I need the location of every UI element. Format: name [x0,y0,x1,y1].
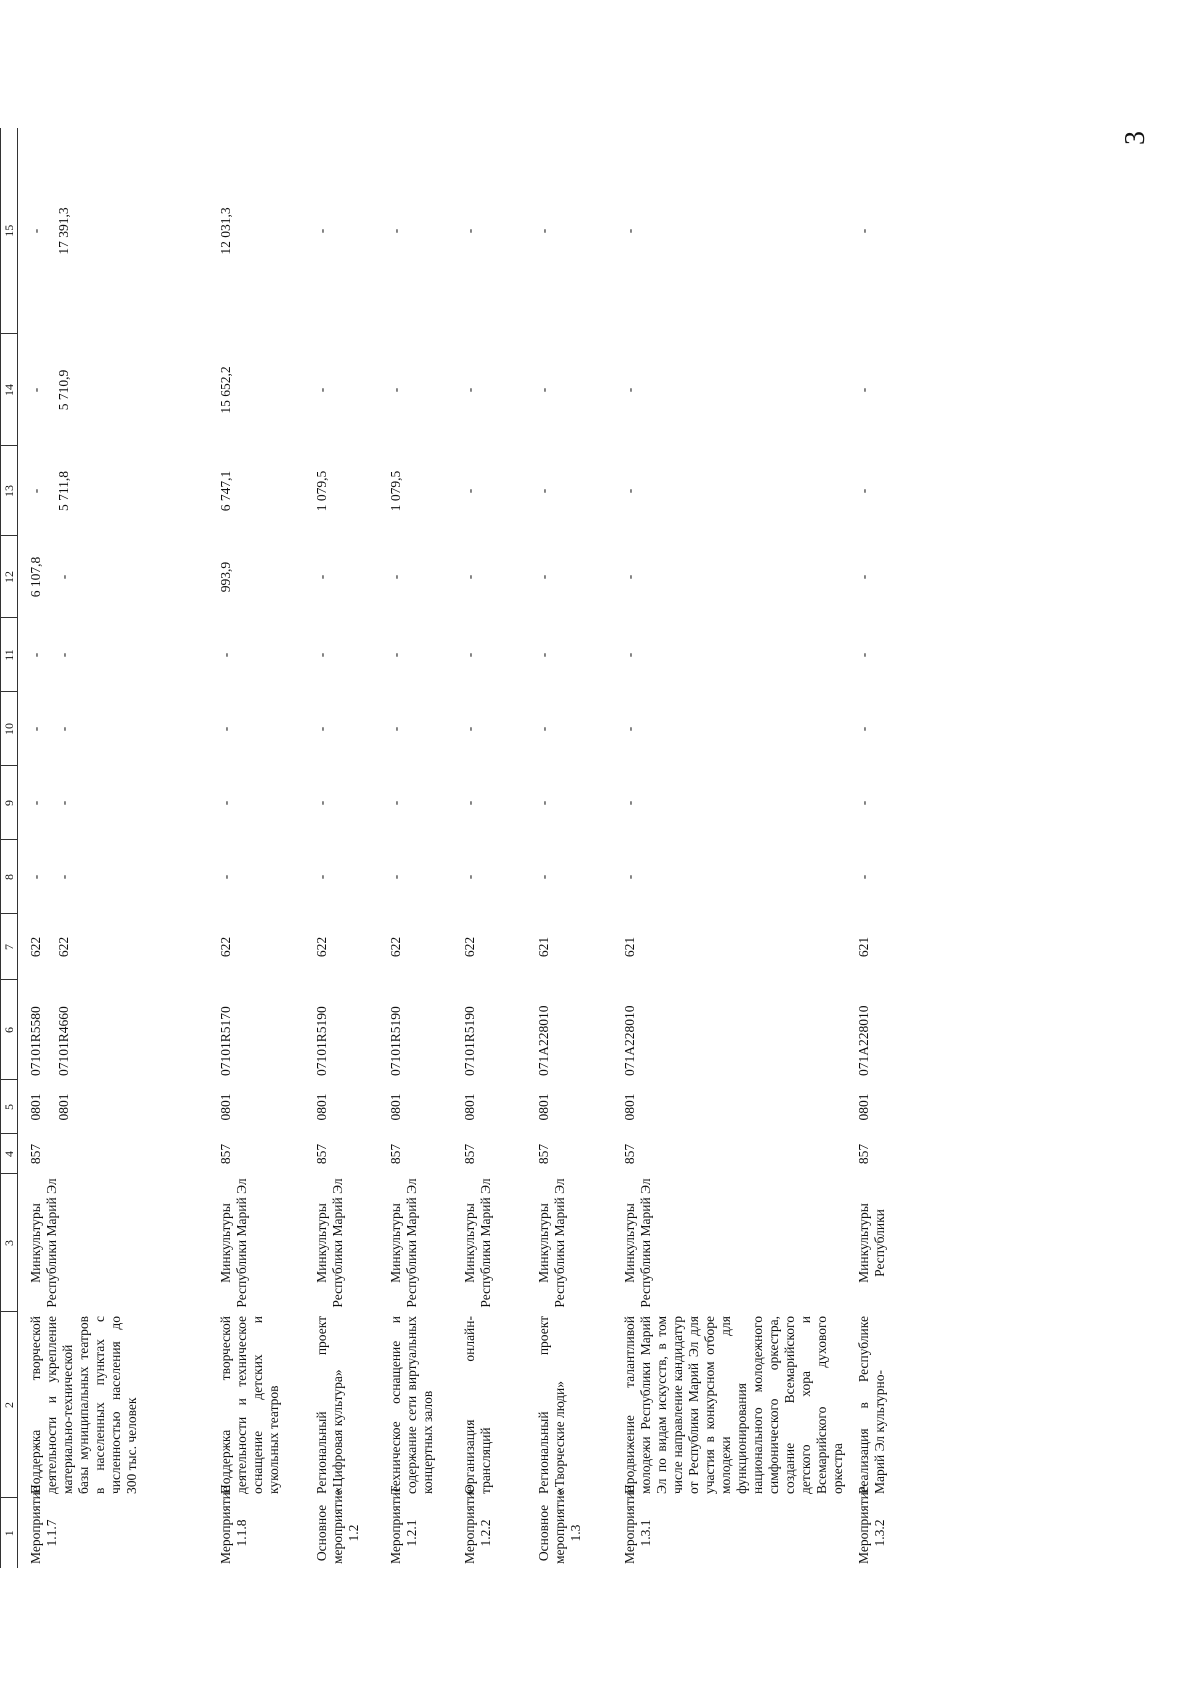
grbs-code: 857 [28,1143,43,1165]
amount-v15 [452,128,526,334]
amount-v14 [526,334,612,446]
vr-code-line: 621 [621,936,637,958]
event-code: Мероприятие 1.3.2 [855,1486,887,1564]
amount-v13-line: - [461,488,477,494]
table-row [526,128,612,1568]
vr-code [526,914,612,980]
amount-v14-line: 15 652,2 [217,366,233,414]
header-col-11: 11 [1,618,18,692]
executor: Минкультуры Республики Марий Эл [387,1178,419,1308]
amount-v14 [378,334,452,446]
amount-v12 [612,536,846,618]
table-row [208,128,304,1568]
header-col-9: 9 [1,766,18,840]
amount-v9-line: - [855,800,871,806]
vr-code-line: 622 [217,936,233,958]
vr-code [452,914,526,980]
amount-v12-line: 993,9 [217,561,233,593]
csr-code [208,980,304,1080]
executor: Минкультуры Республики Марий Эл [535,1178,567,1308]
amount-v14 [612,334,846,446]
vr-code-line: 622 [387,936,403,958]
rzpr-code-line: 0801 [461,1093,477,1121]
csr-code [526,980,612,1080]
amount-v12-line: - [535,574,551,580]
amount-v12-line: 6 107,8 [28,556,43,598]
amount-v10-line: - [387,726,403,732]
amount-v9-line: - [56,800,71,806]
amount-v11 [846,618,916,692]
amount-v8 [208,840,304,914]
table-row [378,128,452,1568]
amount-v10 [304,692,378,766]
amount-v11 [208,618,304,692]
amount-v13-line: 6 747,1 [217,470,233,512]
amount-v12-line: - [56,574,71,580]
executor: Минкультуры Республики Марий Эл [28,1178,59,1308]
amount-v9 [18,766,208,840]
amount-v15-line: - [621,228,637,234]
vr-code-line: 621 [535,936,551,958]
amount-v13 [378,446,452,536]
amount-v15-line: - [855,228,871,234]
amount-v9 [452,766,526,840]
csr-code-line: 07101R5190 [387,1006,403,1076]
event-code: Мероприятие 1.2.1 [387,1486,419,1564]
amount-v13-line: - [535,488,551,494]
executor: Минкультуры Республики Марий Эл [217,1178,249,1308]
csr-code-line: 07101R5190 [461,1006,477,1076]
rzpr-code-line: 0801 [855,1093,871,1121]
amount-v15-line: - [535,228,551,234]
amount-v10-line: - [217,726,233,732]
csr-code-line: 07101R5580 [28,1006,43,1076]
amount-v8 [378,840,452,914]
amount-v14 [452,334,526,446]
amount-v8 [18,840,208,914]
header-col-10: 10 [1,692,18,766]
csr-code [18,980,208,1080]
grbs-code: 857 [217,1143,233,1165]
amount-v9 [208,766,304,840]
csr-code [304,980,378,1080]
amount-v12 [18,536,208,618]
amount-v15 [18,128,208,334]
amount-v13 [846,446,916,536]
amount-v14-line: 5 710,9 [56,369,71,411]
amount-v15 [378,128,452,334]
event-name: Техническое оснащение и содержание сети виртуальных концертных залов [387,1316,435,1494]
amount-v10-line: - [28,726,43,732]
rzpr-code [18,1080,208,1134]
amount-v9-line: - [461,800,477,806]
amount-v15 [526,128,612,334]
event-name: Поддержка творческой деятельности и техническое оснащение детских и кукольных театров [217,1316,281,1494]
amount-v15-line: - [28,228,43,234]
amount-v12 [452,536,526,618]
amount-v13 [208,446,304,536]
vr-code-line: 621 [855,936,871,958]
csr-code-line: 071A228010 [621,1005,637,1076]
amount-v13 [304,446,378,536]
rzpr-code-line: 0801 [56,1093,71,1121]
amount-v12 [208,536,304,618]
table-row [18,128,208,1568]
rzpr-code-line: 0801 [621,1093,637,1121]
amount-v13-line: 5 711,8 [56,471,71,511]
amount-v8-line: - [387,874,403,880]
amount-v10 [208,692,304,766]
amount-v8 [612,840,846,914]
amount-v12 [526,536,612,618]
amount-v13-line: - [621,488,637,494]
amount-v13 [452,446,526,536]
amount-v11 [18,618,208,692]
amount-v10-line: - [313,726,329,732]
amount-v15 [304,128,378,334]
event-code: Мероприятие 1.1.8 [217,1486,249,1564]
csr-code-line: 071A228010 [855,1005,871,1076]
event-name: Организация онлайн-трансляций [461,1316,493,1494]
amount-v11-line: - [855,652,871,658]
csr-code-line: 07101R5170 [217,1006,233,1076]
amount-v14 [846,334,916,446]
amount-v11-line: - [217,652,233,658]
amount-v9-line: - [217,800,233,806]
amount-v12-line: - [461,574,477,580]
amount-v15-line: - [313,228,329,234]
amount-v9-line: - [535,800,551,806]
amount-v8 [304,840,378,914]
amount-v9 [378,766,452,840]
amount-v11-line: - [387,652,403,658]
amount-v8 [846,840,916,914]
rzpr-code-line: 0801 [387,1093,403,1121]
amount-v8-line: - [313,874,329,880]
budget-table [0,128,916,1568]
amount-v10-line: - [461,726,477,732]
executor: Минкультуры Республики Марий Эл [461,1178,493,1308]
amount-v11 [304,618,378,692]
amount-v8 [452,840,526,914]
amount-v8-line: - [535,874,551,880]
amount-v12-line: - [313,574,329,580]
rzpr-code-line: 0801 [535,1093,551,1121]
amount-v14-line: - [313,387,329,393]
grbs-code: 857 [387,1143,403,1165]
amount-v9 [526,766,612,840]
rzpr-code-line: 0801 [217,1093,233,1121]
amount-v9 [304,766,378,840]
amount-v11-line: - [313,652,329,658]
header-col-3: 3 [1,1174,18,1312]
csr-code [612,980,846,1080]
amount-v11 [612,618,846,692]
page-number: 3 [1120,131,1151,145]
amount-v15-line: - [387,228,403,234]
amount-v12 [846,536,916,618]
amount-v15-line: 12 031,3 [217,207,233,255]
amount-v8-line: - [621,874,637,880]
table-body [18,128,916,1568]
amount-v12-line: - [387,574,403,580]
amount-v14 [18,334,208,446]
amount-v15 [612,128,846,334]
amount-v8 [526,840,612,914]
executor: Минкультуры Республики Марий Эл [621,1178,653,1308]
vr-code-line: 622 [28,936,43,958]
amount-v13-line: 1 079,5 [313,470,329,512]
vr-code-line: 622 [56,936,71,958]
header-col-4: 4 [1,1134,18,1174]
amount-v13 [612,446,846,536]
grbs-code: 857 [461,1143,477,1165]
executor: Минкультуры Республики Марий Эл [313,1178,345,1308]
amount-v11 [452,618,526,692]
header-col-8: 8 [1,840,18,914]
amount-v15-line: 17 391,3 [56,207,71,255]
amount-v14-line: - [28,387,43,393]
amount-v8-line: - [217,874,233,880]
amount-v8-line: - [28,874,43,880]
amount-v10 [612,692,846,766]
amount-v11-line: - [535,652,551,658]
rzpr-code [304,1080,378,1134]
event-name: Реализация в Республике Марий Эл культурно- [855,1316,887,1494]
event-name: Региональный проект «Творческие люди» [535,1316,567,1494]
vr-code [378,914,452,980]
amount-v14-line: - [387,387,403,393]
event-code: Мероприятие 1.3.1 [621,1486,653,1564]
table-row [846,128,916,1568]
amount-v15 [208,128,304,334]
amount-v13-line: - [855,488,871,494]
csr-code [846,980,916,1080]
amount-v14 [208,334,304,446]
event-code: Основное мероприятие 1.2 [313,1489,361,1564]
amount-v13-line: - [28,488,43,494]
rotated-table-wrapper [0,128,887,1568]
table-row [452,128,526,1568]
rzpr-code [612,1080,846,1134]
header-col-12: 12 [1,536,18,618]
table-row [304,128,378,1568]
amount-v11-line: - [28,652,43,658]
grbs-code: 857 [313,1143,329,1165]
amount-v10 [846,692,916,766]
amount-v10-line: - [621,726,637,732]
amount-v8-line: - [461,874,477,880]
rzpr-code [452,1080,526,1134]
event-code: Основное мероприятие 1.3 [535,1489,583,1564]
rzpr-code-line: 0801 [28,1093,43,1121]
header-col-15: 15 [1,128,18,334]
header-col-13: 13 [1,446,18,536]
amount-v9-line: - [28,800,43,806]
amount-v14-line: - [461,387,477,393]
amount-v10-line: - [535,726,551,732]
amount-v9-line: - [621,800,637,806]
rzpr-code-line: 0801 [313,1093,329,1121]
header-col-6: 6 [1,980,18,1080]
vr-code [18,914,208,980]
csr-code-line: 07101R5190 [313,1006,329,1076]
executor: Минкультуры Республики [855,1203,887,1283]
vr-code-line: 622 [313,936,329,958]
amount-v12 [378,536,452,618]
amount-v11 [526,618,612,692]
amount-v10-line: - [855,726,871,732]
csr-code-line: 071A228010 [535,1005,551,1076]
amount-v11-line: - [461,652,477,658]
grbs-code: 857 [535,1143,551,1165]
amount-v9 [612,766,846,840]
amount-v10 [18,692,208,766]
vr-code-line: 622 [461,936,477,958]
amount-v15-line: - [461,228,477,234]
amount-v10 [452,692,526,766]
header-col-5: 5 [1,1080,18,1134]
amount-v14-line: - [535,387,551,393]
amount-v11 [378,618,452,692]
amount-v14-line: - [621,387,637,393]
csr-code-line: 07101R4660 [56,1006,71,1076]
event-code: Мероприятие 1.2.2 [461,1486,493,1564]
amount-v10-line: - [56,726,71,732]
amount-v12-line: - [855,574,871,580]
amount-v13 [526,446,612,536]
event-name: Продвижение талантливой молодежи Республики Марий Эл по видам искусств, в том числе направление кандидатур от Республики Марий Эл для участия в конкурсном отборе молодежи для функционирования национального молодежного симфонического оркестра, создание Всемарийского детского хора и Всемарийского духового оркестра [621,1316,845,1494]
amount-v14-line: - [855,387,871,393]
vr-code [612,914,846,980]
vr-code [846,914,916,980]
rzpr-code [846,1080,916,1134]
amount-v8-line: - [855,874,871,880]
amount-v9-line: - [313,800,329,806]
amount-v15 [846,128,916,334]
header-col-2: 2 [1,1312,18,1498]
amount-v10 [526,692,612,766]
event-code: Мероприятие 1.1.7 [28,1486,59,1564]
header-col-7: 7 [1,914,18,980]
event-name: Региональный проект «Цифровая культура» [313,1316,345,1494]
amount-v10 [378,692,452,766]
event-name: Поддержка творческой деятельности и укрепление материально-технической базы муниципальных театров в населенных пунктах с численностью населения до 300 тыс. человек [28,1316,139,1494]
amount-v8-line: - [56,874,71,880]
grbs-code: 857 [621,1143,637,1165]
vr-code [208,914,304,980]
csr-code [452,980,526,1080]
table-row [612,128,846,1568]
amount-v13-line: 1 079,5 [387,470,403,512]
amount-v11-line: - [621,652,637,658]
amount-v9 [846,766,916,840]
table-header [1,128,18,1568]
header-col-1: 1 [1,1498,18,1568]
amount-v13 [18,446,208,536]
header-col-14: 14 [1,334,18,446]
rzpr-code [526,1080,612,1134]
vr-code [304,914,378,980]
amount-v14 [304,334,378,446]
grbs-code: 857 [855,1143,871,1165]
amount-v12-line: - [621,574,637,580]
rzpr-code [208,1080,304,1134]
amount-v11-line: - [56,652,71,658]
rzpr-code [378,1080,452,1134]
amount-v12 [304,536,378,618]
amount-v9-line: - [387,800,403,806]
csr-code [378,980,452,1080]
